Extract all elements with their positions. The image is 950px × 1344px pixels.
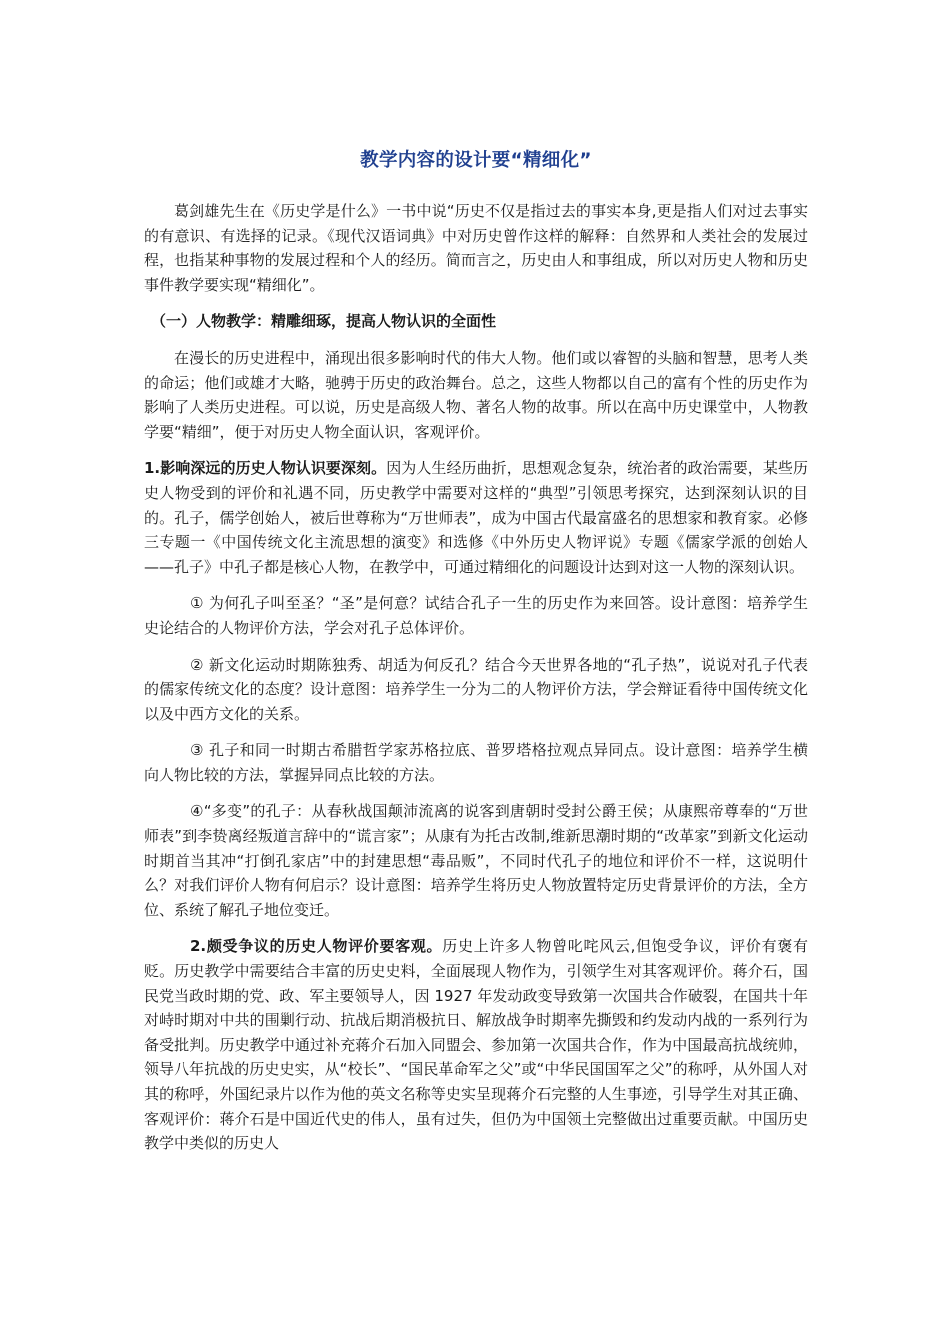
- point-2-text: 历史上许多人物曾叱咤风云,但饱受争议，评价有褒有贬。历史教学中需要结合丰富的历史史料，全面展现人物作为，引领学生对其客观评价。蒋介石，国民党当政时期的党、政、军主要领导人，因 1927 年发动政变导致第一次国共合作破裂，在国共十年对峙时期对中共的围剿行动、抗战后期消极抗日、解放战争时期率先撕毁和约发动内战的一系列行为备受批判。历史教学中通过补充蒋介石加入同盟会、参加第一次国共合作，作为中国最高抗战统帅，领导八年抗战的历史史实，从“校长”、“国民革命军之父”或“中华民国国军之父”的称呼，从外国人对其的称呼，外国纪录片以作为他的英文名称等史实呈现蒋介石完整的人生事迹，引导学生对其正确、客观评价：蒋介石是中国近代史的伟人，虽有过失，但仍为中国领土完整做出过重要贡献。中国历史教学中类似的历史人: [144, 937, 808, 1153]
- section-paragraph: 在漫长的历史进程中，涌现出很多影响时代的伟大人物。他们或以睿智的头脑和智慧，思考人类的命运；他们或雄才大略，驰骋于历史的政治舞台。总之，这些人物都以自己的富有个性的历史作为影响了人类历史进程。可以说，历史是高级人物、著名人物的故事。所以在高中历史课堂中，人物教学要“精细”，便于对历史人物全面认识，客观评价。: [144, 348, 808, 441]
- point-1-paragraph: [144, 456, 808, 579]
- point-1-heading: 1.影响深远的历史人物认识要深刻。: [144, 459, 387, 478]
- section-heading: （一）人物教学：精雕细琢，提高人物认识的全面性: [151, 312, 497, 331]
- question-4: ④“多变”的孔子：从春秋战国颠沛流离的说客到唐朝时受封公爵王侯；从康熙帝尊奉的“万世师表”到李贽离经叛道言辞中的“谎言家”；从康有为托古改制,维新思潮时期的“改革家”到新文化运动时期首当其冲“打倒孔家店”中的封建思想“毒品贩”，不同时代孔子的地位和评价不一样，这说明什么？对我们评价人物有何启示？设计意图：培养学生将历史人物放置特定历史背景评价的方法，全方位、系统了解孔子地位变迁。: [144, 802, 808, 919]
- question-1: ① 为何孔子叫至圣？“圣”是何意？试结合孔子一生的历史作为来回答。设计意图：培养学生史论结合的人物评价方法，学会对孔子总体评价。: [144, 594, 808, 637]
- point-1-text: 因为人生经历曲折，思想观念复杂，统治者的政治需要，某些历史人物受到的评价和礼遇不同，历史教学中需要对这样的“典型”引领思考探究，达到深刻认识的目的。孔子，儒学创始人，被后世尊称为“万世师表”，成为中国古代最富盛名的思想家和教育家。必修三专题一《中国传统文化主流思想的演变》和选修《中外历史人物评说》专题《儒家学派的创始人——孔子》中孔子都是核心人物，在教学中，可通过精细化的问题设计达到对这一人物的深刻认识。: [144, 459, 808, 576]
- intro-paragraph: 葛剑雄先生在《历史学是什么》一书中说“历史不仅是指过去的事实本身,更是指人们对过去事实的有意识、有选择的记录。《现代汉语词典》中对历史曾作这样的解释：自然界和人类社会的发展过程，也指某种事物的发展过程和个人的经历。简而言之，历史由人和事组成，所以对历史人物和历史事件教学要实现“精细化”。: [144, 202, 808, 294]
- question-3: ③ 孔子和同一时期古希腊哲学家苏格拉底、普罗塔格拉观点异同点。设计意图：培养学生横向人物比较的方法，掌握异同点比较的方法。: [144, 741, 808, 784]
- point-2-heading: 2.颇受争议的历史人物评价要客观。: [190, 937, 443, 956]
- document-page: [144, 148, 808, 1156]
- question-2: ② 新文化运动时期陈独秀、胡适为何反孔？结合今天世界各地的“孔子热”，说说对孔子代表的儒家传统文化的态度？设计意图：培养学生一分为二的人物评价方法，学会辩证看待中国传统文化以及中西方文化的关系。: [144, 655, 808, 723]
- point-2-paragraph: [144, 934, 808, 1155]
- document-title: 教学内容的设计要“精细化”: [360, 150, 592, 171]
